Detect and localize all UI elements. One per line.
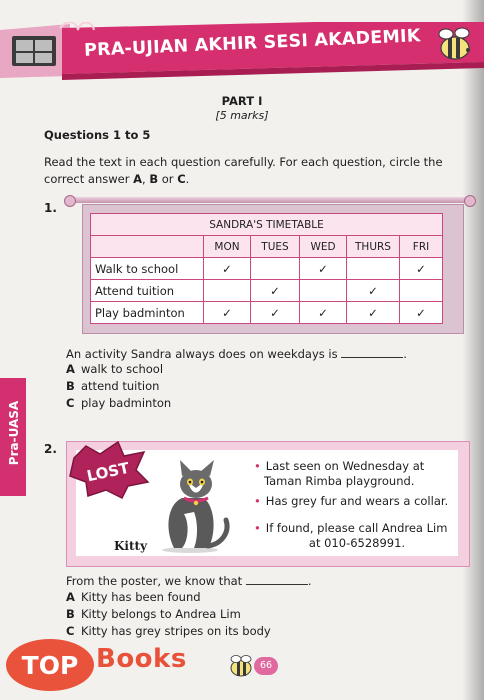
check-mark-icon xyxy=(300,280,347,302)
timetable-table xyxy=(90,213,443,324)
check-mark-icon: ✓ xyxy=(204,302,251,324)
question-2-option-a[interactable] xyxy=(66,590,201,604)
table-row xyxy=(91,302,443,324)
option-text: Kitty belongs to Andrea Lim xyxy=(81,607,241,621)
page-header-title: PRA-UJIAN AKHIR SESI AKADEMIK xyxy=(83,26,421,61)
instructions xyxy=(44,154,474,187)
check-mark-icon: ✓ xyxy=(400,258,443,280)
question-1-option-c[interactable] xyxy=(66,396,171,410)
bullet-dot-icon: • xyxy=(254,459,261,473)
page-badge-bee-icon xyxy=(228,654,254,678)
check-mark-icon xyxy=(204,280,251,302)
poster-bullet-3 xyxy=(254,521,447,536)
activity-label: Play badminton xyxy=(91,302,204,324)
check-mark-icon: ✓ xyxy=(300,302,347,324)
question-1-number: 1. xyxy=(44,201,57,215)
question-2-option-b[interactable] xyxy=(66,607,241,621)
option-text: walk to school xyxy=(81,362,164,376)
day-header: THURS xyxy=(347,236,400,258)
part-title: PART I xyxy=(221,94,263,108)
question-1-stem xyxy=(66,346,407,361)
option-letter: C xyxy=(66,624,75,638)
question-1-option-b[interactable] xyxy=(66,379,159,393)
timetable-title: SANDRA'S TIMETABLE xyxy=(91,214,443,236)
topbooks-watermark-logo xyxy=(6,637,98,693)
check-mark-icon xyxy=(251,258,300,280)
question-2-option-c[interactable] xyxy=(66,624,271,638)
poster-bullet-1-cont: Taman Rimba playground. xyxy=(264,474,415,488)
board-rod-knob-left xyxy=(64,195,76,207)
cat-illustration xyxy=(160,458,232,554)
board-rod xyxy=(68,197,468,203)
poster-bullet-1 xyxy=(254,459,424,474)
option-letter: C xyxy=(66,396,75,410)
check-mark-icon: ✓ xyxy=(347,280,400,302)
instruction-option-a: A xyxy=(133,171,143,186)
check-mark-icon: ✓ xyxy=(204,258,251,280)
check-mark-icon: ✓ xyxy=(347,302,400,324)
activity-label: Walk to school xyxy=(91,258,204,280)
question-2-number: 2. xyxy=(44,442,57,456)
watermark-top-text: TOP xyxy=(21,651,79,680)
pet-name: Kitty xyxy=(114,539,148,553)
check-mark-icon: ✓ xyxy=(251,280,300,302)
lost-tag-icon xyxy=(66,440,152,500)
option-text: attend tuition xyxy=(81,379,160,393)
question-1-stem-text: An activity Sandra always does on weekdays is xyxy=(66,347,338,361)
board-rod-knob-right xyxy=(464,195,476,207)
day-header: FRI xyxy=(400,236,443,258)
option-text: play badminton xyxy=(81,396,172,410)
question-2-stem-end: . xyxy=(307,574,312,588)
part-marks: [5 marks] xyxy=(215,109,269,122)
poster-bullet-3-line-1: If found, please call Andrea Lim xyxy=(265,521,448,535)
table-row xyxy=(91,280,443,302)
page-number: 66 xyxy=(254,657,278,675)
check-mark-icon xyxy=(400,280,443,302)
instruction-sep-2: or xyxy=(158,171,178,186)
watermark-books-text: Books xyxy=(96,644,187,674)
instruction-sep-1: , xyxy=(142,171,150,186)
question-1-option-a[interactable] xyxy=(66,362,163,376)
question-2-stem xyxy=(66,573,311,588)
option-letter: B xyxy=(66,379,75,393)
day-header: WED xyxy=(300,236,347,258)
activity-label: Attend tuition xyxy=(91,280,204,302)
option-letter: A xyxy=(66,362,75,376)
option-text: Kitty has been found xyxy=(81,590,201,604)
side-tab-label: Pra-UASA xyxy=(7,400,21,466)
check-mark-icon: ✓ xyxy=(251,302,300,324)
poster-contact-number: at 010-6528991. xyxy=(308,536,406,550)
answer-blank xyxy=(341,346,403,358)
bullet-dot-icon: • xyxy=(254,494,261,508)
poster-bullet-2 xyxy=(254,494,448,509)
poster-bullet-2-text: Has grey fur and wears a collar. xyxy=(265,494,449,508)
timetable-corner xyxy=(91,236,204,258)
option-text: Kitty has grey stripes on its body xyxy=(81,624,271,638)
lost-badge-text: LOST xyxy=(85,458,131,486)
instruction-option-b: B xyxy=(149,171,159,186)
check-mark-icon xyxy=(347,258,400,280)
question-1-stem-end: . xyxy=(403,347,407,361)
instruction-option-c: C xyxy=(177,171,186,186)
window-icon xyxy=(12,36,56,66)
check-mark-icon: ✓ xyxy=(400,302,443,324)
question-2-stem-text: From the poster, we know that xyxy=(66,574,243,588)
day-header: MON xyxy=(204,236,251,258)
check-mark-icon: ✓ xyxy=(300,258,347,280)
instruction-end: . xyxy=(185,171,190,186)
instruction-text: Read the text in each question carefully. For each question, circle the correct answer xyxy=(44,155,443,186)
day-header: TUES xyxy=(251,236,300,258)
poster-bullet-1-line-1: Last seen on Wednesday at xyxy=(265,459,425,473)
answer-blank xyxy=(246,573,308,585)
table-row xyxy=(91,258,443,280)
option-letter: B xyxy=(66,607,75,621)
questions-heading: Questions 1 to 5 xyxy=(44,128,151,142)
option-letter: A xyxy=(66,590,75,604)
bullet-dot-icon: • xyxy=(254,521,261,535)
